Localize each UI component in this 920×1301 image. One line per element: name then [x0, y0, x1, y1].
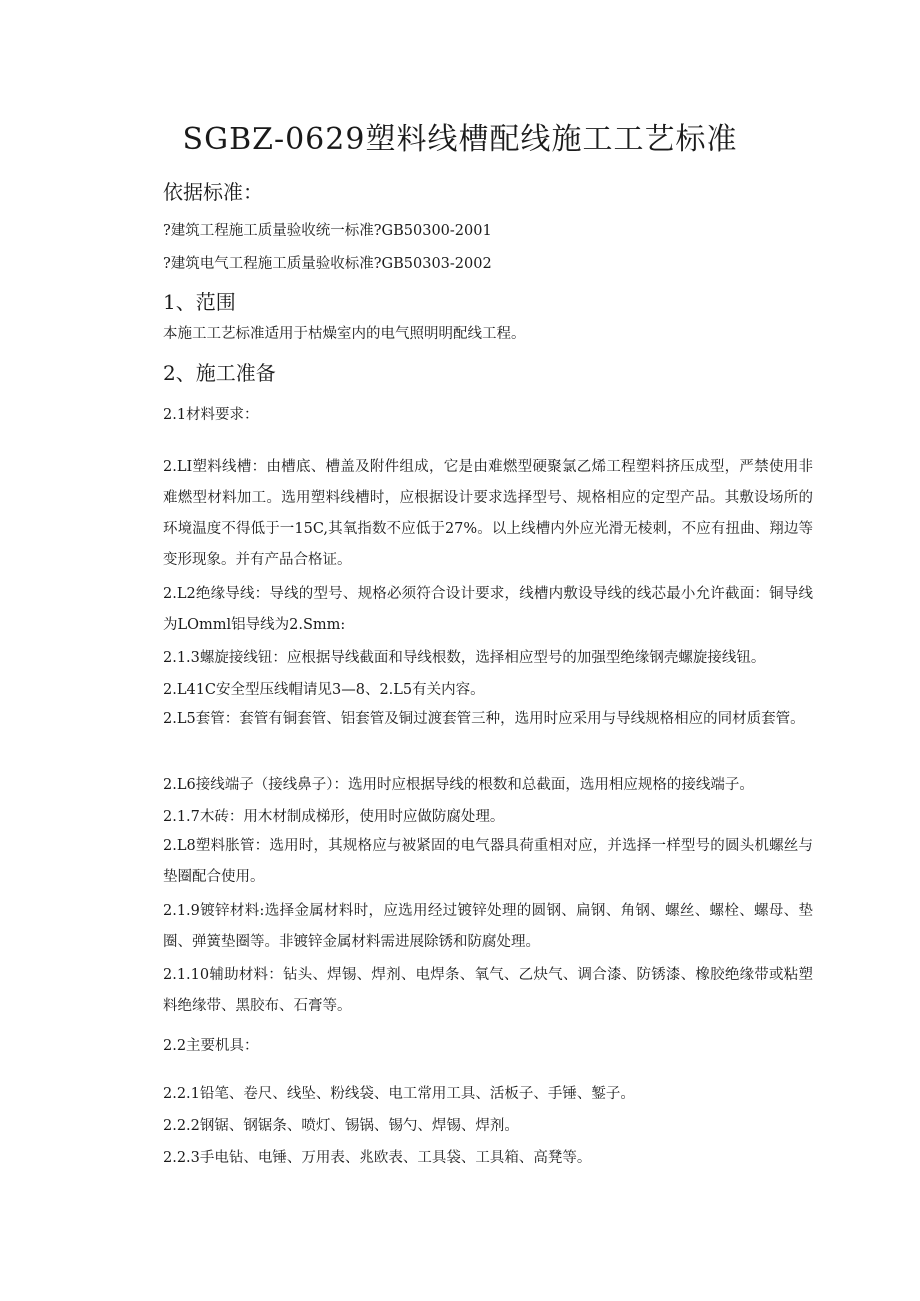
basis-heading: 依据标准： — [163, 180, 263, 204]
paragraph-2-2-1: 2.2.1铅笔、卷尺、线坠、粉线袋、电工常用工具、活板子、手锤、錾子。 — [163, 1086, 635, 1102]
paragraph-2-1-7: 2.1.7木砖：用木材制成梯形，使用时应做防腐处理。 — [163, 809, 505, 825]
paragraph-2-1-4: 2.L41C安全型压线帽请见3—8、2.L5有关内容。 — [163, 682, 485, 698]
paragraph-2-1-3: 2.1.3螺旋接线钮：应根据导线截面和导线根数，选择相应型号的加强型绝缘钢壳螺旋接线钮。 — [163, 650, 766, 666]
paragraph-2-1-9: 2.1.9镀锌材料:选择金属材料时，应选用经过镀锌处理的圆钢、扁钢、角钢、螺丝、螺栓、螺母、垫圈、弹簧垫圈等。非镀锌金属材料需进展除锈和防腐处理。 — [163, 903, 813, 950]
basis-item-2: ?建筑电气工程施工质量验收标准?GB50303-2002 — [163, 256, 492, 272]
page-title: SGBZ-0629塑料线槽配线施工工艺标准 — [182, 122, 738, 157]
paragraph-2-1-2: 2.L2绝缘导线：导线的型号、规格必须符合设计要求，线槽内敷设导线的线芯最小允许截面：铜导线为LOmml铝导线为2.Smm: — [163, 586, 813, 633]
basis-item-1: ?建筑工程施工质量验收统一标准?GB50300-2001 — [163, 223, 492, 239]
section-1-text: 本施工工艺标准适用于枯燥室内的电气照明明配线工程。 — [163, 326, 526, 342]
paragraph-2-1-8: 2.L8塑料胀管：选用时，其规格应与被紧固的电气器具荷重相对应，并选择一样型号的圆头机螺丝与垫圈配合使用。 — [163, 838, 813, 885]
subsection-2-1-heading: 2.1材料要求： — [163, 407, 259, 423]
paragraph-2-2-2: 2.2.2钢锯、钢锯条、喷灯、锡锅、锡勺、焊锡、焊剂。 — [163, 1118, 519, 1134]
paragraph-2-1-10: 2.1.10辅助材料：钻头、焊锡、焊剂、电焊条、氧气、乙炔气、调合漆、防锈漆、橡胶绝缘带或粘塑料绝缘带、黑胶布、石膏等。 — [163, 967, 813, 1014]
paragraph-2-1-1: 2.LI塑料线槽：由槽底、槽盖及附件组成，它是由难燃型硬聚氯乙烯工程塑料挤压成型，严禁使用非难燃型材料加工。选用塑料线槽时，应根据设计要求选择型号、规格相应的定型产品。其敷设场所的环境温度不得低于一15C,其氧指数不应低于27%。以上线槽内外应光滑无棱刺，不应有扭曲、翔边等变形现象。并有产品合格证。 — [163, 459, 813, 568]
paragraph-2-1-6: 2.L6接线端子（接线鼻子）：选用时应根据导线的根数和总截面，选用相应规格的接线端子。 — [163, 777, 754, 793]
subsection-2-2-heading: 2.2主要机具： — [163, 1038, 259, 1054]
section-2-heading: 2、施工准备 — [163, 361, 276, 385]
paragraph-2-1-5: 2.L5套管：套管有铜套管、铝套管及铜过渡套管三种，选用时应采用与导线规格相应的同材质套管。 — [163, 711, 805, 727]
section-1-heading: 1、范围 — [163, 290, 236, 314]
paragraph-2-2-3: 2.2.3手电钻、电锤、万用表、兆欧表、工具袋、工具箱、高凳等。 — [163, 1150, 592, 1166]
